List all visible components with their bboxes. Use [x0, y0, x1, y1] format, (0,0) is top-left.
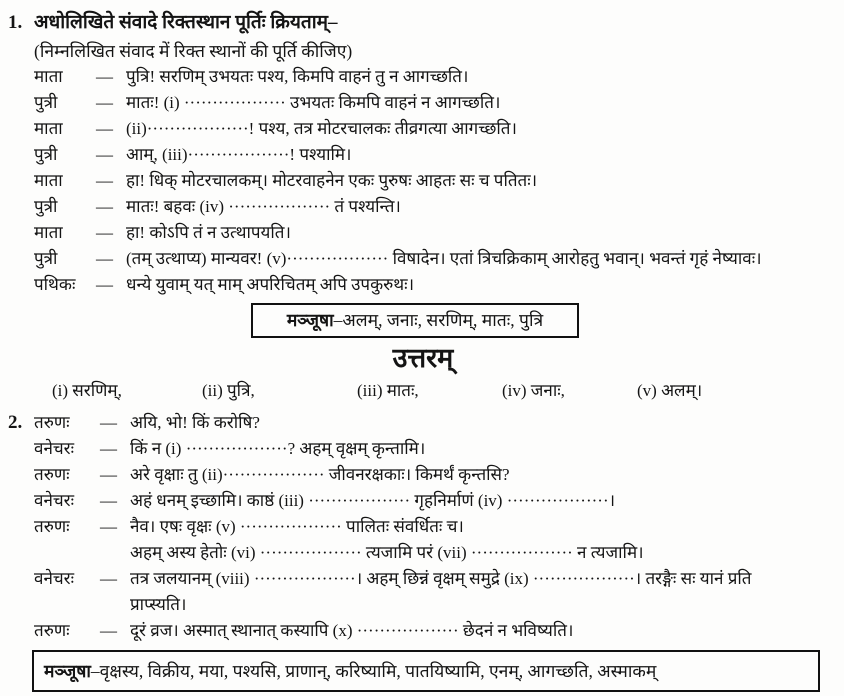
- exercise-1-subtitle: (निम्नलिखित संवाद में रिक्त स्थानों की पूर्ति कीजिए): [34, 41, 353, 61]
- dialogue-text: अयि, भो! किं करोषि?: [130, 413, 260, 432]
- speaker-name: माता: [34, 171, 63, 190]
- speaker-name: तरुणः: [34, 465, 70, 484]
- dialogue-text: अहम् अस्य हेतोः (vi) ·················· त्यजामि परं (vii) ·················· न त्यजामि।: [130, 543, 644, 562]
- dialogue-line: [34, 64, 838, 90]
- speaker-name: पुत्री: [34, 145, 58, 164]
- exercise-2-dialogue: [34, 410, 838, 644]
- dialogue-line: [34, 142, 838, 168]
- dialogue-continuation-line: [34, 592, 838, 618]
- dialogue-text: अहं धनम् इच्छामि। काष्ठं (iii) ·················· गृहनिर्माणं (iv) ··················।: [130, 491, 616, 510]
- dialogue-text: अरे वृक्षाः तु (ii)·················· जीवनरक्षकाः। किमर्थं कृन्तसि?: [130, 465, 510, 484]
- exercise-1-heading-row: [8, 8, 838, 38]
- manjusha-word-box-2: [32, 650, 820, 692]
- speaker-dash: —: [96, 93, 113, 112]
- speaker-dash: —: [96, 67, 113, 86]
- speaker-name: वनेचरः: [34, 439, 75, 458]
- dialogue-line: [34, 272, 838, 298]
- speaker-dash: —: [96, 249, 113, 268]
- exercise-1-number: 1.: [8, 12, 23, 33]
- dialogue-text: प्राप्स्यति।: [130, 595, 187, 614]
- speaker-name: तरुणः: [34, 621, 70, 640]
- dialogue-line: [34, 220, 838, 246]
- speaker-dash: —: [96, 119, 113, 138]
- speaker-name: पुत्री: [34, 249, 58, 268]
- dialogue-line: [34, 488, 838, 514]
- speaker-dash: —: [96, 145, 113, 164]
- dialogue-line: [34, 194, 838, 220]
- speaker-name: पुत्री: [34, 93, 58, 112]
- exercise-1-dialogue: [34, 64, 838, 298]
- exercise-1-title: अधोलिखिते संवादे रिक्तस्थान पूर्तिः क्रियताम्–: [34, 12, 338, 33]
- dialogue-line: [34, 436, 838, 462]
- speaker-dash: —: [100, 413, 117, 432]
- speaker-name: वनेचरः: [34, 491, 75, 510]
- answer-item: (ii) पुत्रि,: [202, 381, 255, 400]
- answer-heading: उत्तरम्: [392, 343, 454, 373]
- dialogue-text: धन्ये युवाम् यत् माम् अपरिचितम् अपि उपकुरुथः।: [126, 275, 415, 294]
- manjusha-label: मञ्जूषा: [286, 310, 334, 330]
- speaker-name: पथिकः: [34, 275, 76, 294]
- dialogue-text: हा! कोऽपि तं न उत्थापयति।: [126, 223, 291, 242]
- answer-item: (iii) मातः,: [357, 381, 419, 400]
- exercise-1: [8, 8, 838, 404]
- exercise-2: [8, 410, 838, 692]
- dialogue-line: [34, 566, 838, 592]
- manjusha-words: –अलम्, जनाः, सरणिम्, मातः, पुत्रि: [333, 310, 544, 330]
- speaker-name: माता: [34, 223, 63, 242]
- answer-item: (v) अलम्।: [637, 381, 703, 400]
- dialogue-text: आम्, (iii)··················! पश्यामि।: [126, 145, 352, 164]
- dialogue-line: [34, 116, 838, 142]
- exercise-2-number: 2.: [8, 412, 23, 433]
- dialogue-text: मातः! (i) ·················· उभयतः किमपि वाहनं न आगच्छति।: [126, 93, 501, 112]
- dialogue-text: (ii)··················! पश्य, तत्र मोटरचालकः तीव्रगत्या आगच्छति।: [126, 119, 517, 138]
- speaker-dash: —: [96, 223, 113, 242]
- speaker-dash: —: [96, 171, 113, 190]
- answers-row: [8, 378, 838, 404]
- answer-item: (iv) जनाः,: [502, 381, 565, 400]
- dialogue-text: किं न (i) ··················? अहम् वृक्षम् कृन्तामि।: [130, 439, 426, 458]
- speaker-name: तरुणः: [34, 517, 70, 536]
- dialogue-text: हा! धिक् मोटरचालकम्। मोटरवाहनेन एकः पुरुषः आहतः सः च पतितः।: [126, 171, 538, 190]
- speaker-name: माता: [34, 119, 63, 138]
- dialogue-line: [34, 618, 838, 644]
- dialogue-line: [34, 246, 838, 272]
- dialogue-text: मातः! बहवः (iv) ·················· तं पश्यन्ति।: [126, 197, 401, 216]
- speaker-name: माता: [34, 67, 63, 86]
- manjusha-words: –वृक्षस्य, विक्रीय, मया, पश्यसि, प्राणान्, करिष्यामि, पातयिष्यामि, एनम्, आगच्छति, अस्माकम्: [90, 661, 657, 681]
- speaker-dash: —: [100, 517, 117, 536]
- dialogue-text: पुत्रि! सरणिम् उभयतः पश्य, किमपि वाहनं तु न आगच्छति।: [126, 67, 469, 86]
- dialogue-text: (तम् उत्थाप्य) मान्यवर! (v)·················· विषादेन। एतां त्रिचक्रिकाम् आरोहतु भवान्। भवन्तं गृहं नेष्यावः।: [126, 249, 762, 268]
- manjusha-word-box-1: [251, 303, 579, 338]
- dialogue-continuation-line: [34, 540, 838, 566]
- dialogue-text: तत्र जलयानम् (viii) ··················। अहम् छिन्नं वृक्षम् समुद्रे (ix) ··················। तरङ्गैः सः यानं प्रति: [130, 569, 752, 588]
- speaker-dash: —: [96, 275, 113, 294]
- dialogue-line: [34, 90, 838, 116]
- speaker-name: वनेचरः: [34, 569, 75, 588]
- speaker-name: पुत्री: [34, 197, 58, 216]
- speaker-dash: —: [100, 439, 117, 458]
- speaker-name: तरुणः: [34, 413, 70, 432]
- manjusha-label: मञ्जूषा: [44, 661, 91, 681]
- speaker-dash: —: [100, 569, 117, 588]
- speaker-dash: —: [96, 197, 113, 216]
- dialogue-text: नैव। एषः वृक्षः (v) ·················· पालितः संवर्धितः च।: [130, 517, 464, 536]
- dialogue-line: [34, 410, 838, 436]
- answer-item: (i) सरणिम्,: [52, 381, 122, 400]
- speaker-dash: —: [100, 491, 117, 510]
- dialogue-line: [34, 514, 838, 540]
- speaker-dash: —: [100, 465, 117, 484]
- dialogue-line: [34, 168, 838, 194]
- dialogue-line: [34, 462, 838, 488]
- dialogue-text: दूरं व्रज। अस्मात् स्थानात् कस्यापि (x) ·················· छेदनं न भविष्यति।: [130, 621, 574, 640]
- speaker-dash: —: [100, 621, 117, 640]
